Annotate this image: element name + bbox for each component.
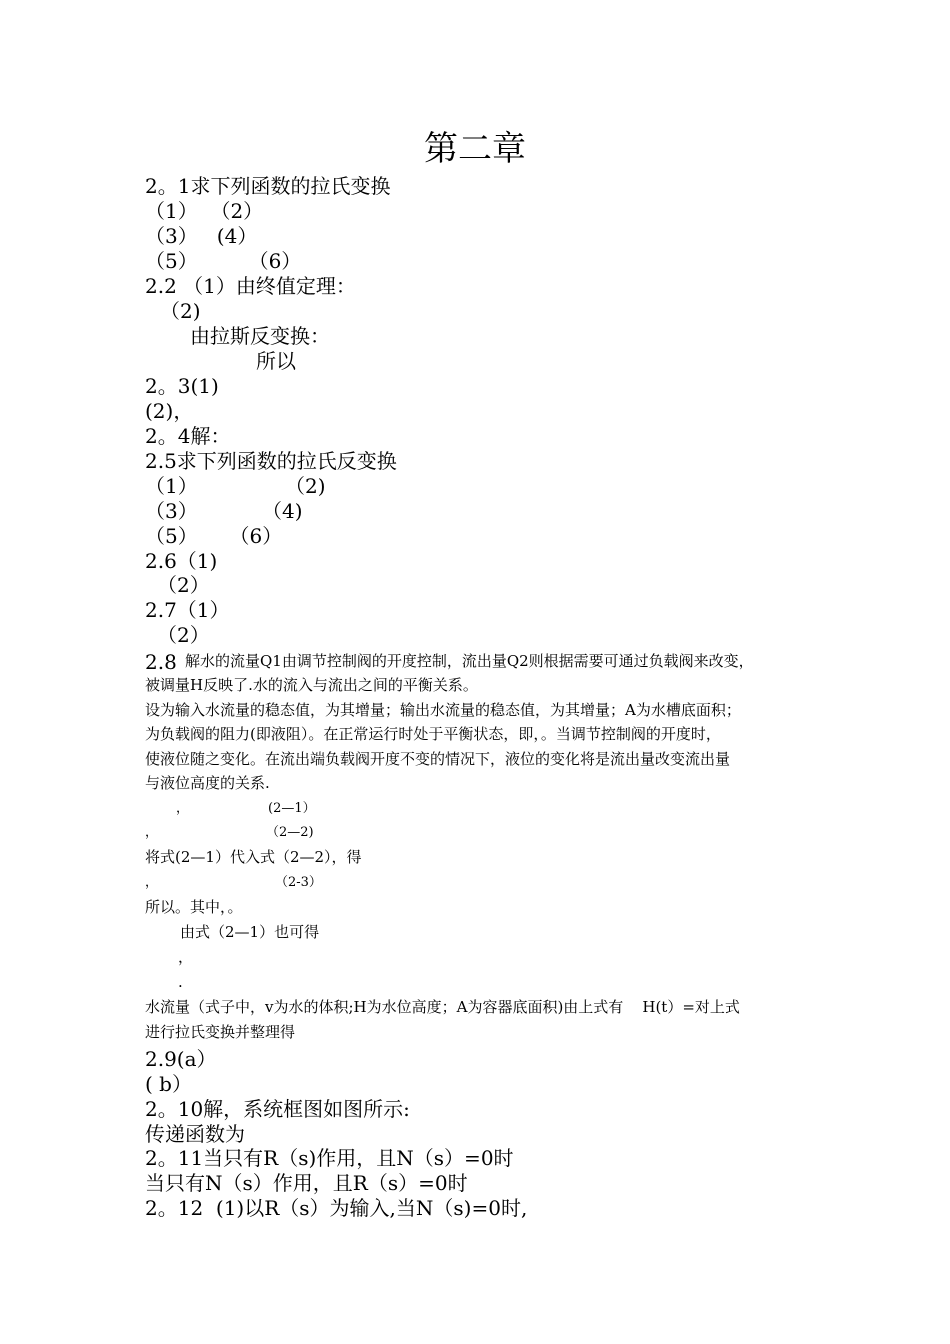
problem-2-3-heading: 2。3(1) bbox=[145, 374, 219, 398]
text-line: 解水的流量Q1由调节控制阀的开度控制，流出量Q2则根据需要可通过负载阀来改变， bbox=[185, 652, 754, 670]
problem-2-12-heading: 2。12 (1)以R（s）为输入,当N（s)=0时, bbox=[145, 1196, 528, 1220]
text-line: 将式(2—1）代入式（2—2），得 bbox=[145, 848, 362, 866]
text-line: （5） （6） bbox=[145, 249, 302, 273]
text-line: （3） bbox=[145, 499, 198, 523]
text-line: （2） bbox=[157, 573, 210, 597]
text-line: 由拉斯反变换： bbox=[190, 324, 330, 348]
text-line: 传递函数为 bbox=[145, 1122, 245, 1146]
problem-2-1-heading: 2。1求下列函数的拉氏变换 bbox=[145, 174, 391, 198]
text-line: ， bbox=[145, 875, 159, 890]
text-line: 所以。其中，。 bbox=[145, 898, 243, 916]
text-line: . bbox=[178, 973, 183, 991]
problem-2-2-heading: 2.2 （1）由终值定理： bbox=[145, 274, 356, 298]
text-line: （2) bbox=[160, 299, 201, 323]
text-line: (2)， bbox=[145, 399, 194, 423]
problem-2-10-heading: 2。10解，系统框图如图所示: bbox=[145, 1097, 410, 1121]
text-line: （2) bbox=[285, 474, 326, 498]
text-line: （2） bbox=[157, 623, 210, 647]
text-line: ， bbox=[176, 801, 190, 816]
problem-2-4-heading: 2。4解： bbox=[145, 424, 231, 448]
text-line: 为负载阀的阻力(即液阻）。在正常运行时处于平衡状态，即，。当调节控制阀的开度时， bbox=[145, 725, 721, 743]
text-line: （4) bbox=[262, 499, 303, 523]
text-line: ， bbox=[178, 948, 194, 966]
text-line: 与液位高度的关系. bbox=[145, 774, 270, 792]
problem-2-6-heading: 2.6（1) bbox=[145, 549, 218, 573]
text-line: ， bbox=[145, 825, 159, 840]
equation-label: （2—2) bbox=[266, 825, 314, 840]
text-line: （5） （6） bbox=[145, 524, 283, 548]
text-line: 进行拉氏变换并整理得 bbox=[145, 1023, 296, 1041]
text-line: 水流量（式子中，v为水的体积;H为水位高度；A为容器底面积)由上式有 H(t）=对上式 bbox=[145, 998, 740, 1016]
chapter-title: 第二章 bbox=[424, 129, 526, 169]
problem-2-8-heading: 2.8 bbox=[145, 650, 177, 674]
problem-2-7-heading: 2.7（1） bbox=[145, 598, 230, 622]
equation-label: (2—1） bbox=[268, 801, 316, 816]
text-line: 被调量H反映了.水的流入与流出之间的平衡关系。 bbox=[145, 676, 478, 694]
text-line: （3） (4） bbox=[145, 224, 258, 248]
text-line: （1） bbox=[145, 474, 198, 498]
text-line: 设为输入水流量的稳态值，为其增量；输出水流量的稳态值，为其增量；A为水槽底面积； bbox=[145, 701, 741, 719]
text-line: 当只有N（s）作用，且R（s）=0时 bbox=[145, 1171, 468, 1195]
text-line: 使液位随之变化。在流出端负载阀开度不变的情况下，液位的变化将是流出量改变流出量 bbox=[145, 750, 731, 768]
text-line: （1） （2） bbox=[145, 199, 264, 223]
text-line: ( b） bbox=[145, 1072, 192, 1096]
problem-2-5-heading: 2.5求下列函数的拉氏反变换 bbox=[145, 449, 397, 473]
text-line: 由式（2—1）也可得 bbox=[180, 923, 320, 941]
problem-2-11-heading: 2。11当只有R（s)作用，且N（s）=0时 bbox=[145, 1146, 514, 1170]
equation-label: （2-3） bbox=[275, 875, 322, 890]
text-line: 所以 bbox=[256, 349, 296, 373]
problem-2-9-heading: 2.9(a） bbox=[145, 1047, 217, 1071]
